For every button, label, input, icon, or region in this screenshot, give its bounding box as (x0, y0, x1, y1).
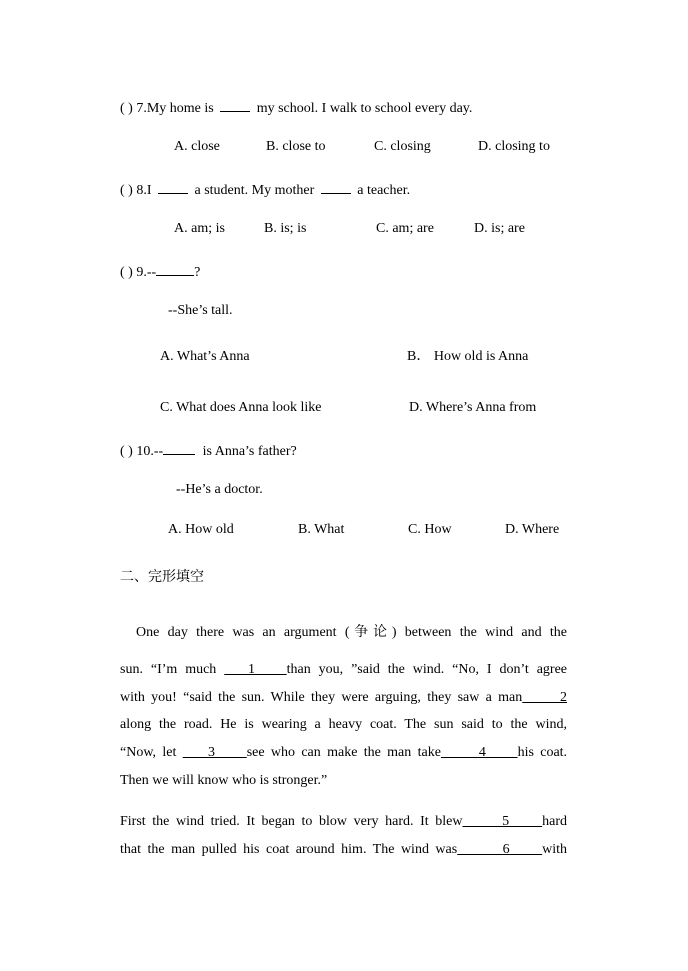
cloze-blank-2 (522, 690, 567, 705)
passage-text: with you! “said the sun. While they were arguing, they saw a man (120, 690, 523, 705)
cloze-blank-6 (457, 842, 542, 857)
q10-answer-line: --He’s a doctor. (176, 482, 263, 497)
passage-text: hard (542, 814, 568, 829)
question-10 (120, 440, 297, 461)
passage-text: First the wind tried. It began to blow very hard. It blew (120, 814, 463, 829)
passage-text: that the man pulled his coat around him. The wind was (120, 842, 458, 857)
passage-line (120, 813, 567, 831)
q9-option-a: A. What’s Anna (160, 349, 250, 364)
passage-line (120, 744, 567, 762)
fill-blank (158, 179, 188, 194)
fill-blank (163, 440, 195, 455)
question-stem: my school. I walk to school every day. (256, 101, 473, 116)
cloze-blank-1 (224, 662, 286, 677)
blank-number: 6 (502, 842, 510, 857)
q10-option-b: B. What (298, 522, 345, 537)
cloze-blank-3 (183, 745, 247, 760)
fill-blank (321, 179, 351, 194)
fill-blank (156, 261, 194, 276)
answer-paren: ( ) (120, 265, 133, 280)
blank-number: 4 (478, 745, 486, 760)
passage-line (120, 841, 567, 859)
blank-number: 1 (247, 662, 255, 677)
q7-option-c: C. closing (374, 139, 431, 154)
q9-answer-line: --She’s tall. (168, 303, 233, 318)
fill-blank (220, 97, 250, 112)
q9-option-c: C. What does Anna look like (160, 400, 322, 415)
question-stem: 10.-- (136, 444, 164, 459)
blank-number: 3 (208, 745, 216, 760)
question-stem: ? (194, 265, 201, 280)
blank-number: 5 (502, 814, 510, 829)
passage-line: One day there was an argument (争论) between the wind and the (136, 625, 567, 640)
q10-option-a: A. How old (168, 522, 234, 537)
q9-option-b: B． How old is Anna (407, 349, 529, 364)
q8-option-b: B. is; is (264, 221, 307, 236)
question-stem: 7.My home is (136, 101, 214, 116)
answer-paren: ( ) (120, 444, 133, 459)
q8-option-a: A. am; is (174, 221, 225, 236)
q8-option-c: C. am; are (376, 221, 434, 236)
passage-text: than you, ”said the wind. “No, I don’t agree (286, 662, 568, 677)
passage-text: sun. “I’m much (120, 662, 217, 677)
q8-option-d: D. is; are (474, 221, 525, 236)
passage-line (120, 689, 567, 707)
cloze-blank-4 (441, 745, 518, 760)
passage-text: “Now, let (120, 745, 177, 760)
passage-text: see who can make the man take (246, 745, 441, 760)
section-heading: 二、完形填空 (120, 569, 204, 585)
passage-line: along the road. He is wearing a heavy coat. The sun said to the wind, (120, 717, 567, 732)
passage-text: with (542, 842, 568, 857)
question-stem: 9.-- (136, 265, 157, 280)
answer-paren: ( ) (120, 101, 133, 116)
question-stem: 8.I (136, 183, 152, 198)
passage-text: his coat. (517, 745, 568, 760)
q7-option-a: A. close (174, 139, 220, 154)
question-stem: a teacher. (357, 183, 411, 198)
q10-option-d: D. Where (505, 522, 560, 537)
answer-paren: ( ) (120, 183, 133, 198)
question-7 (120, 97, 472, 118)
question-9 (120, 261, 200, 282)
q7-option-b: B. close to (266, 139, 326, 154)
passage-line: Then we will know who is stronger.” (120, 773, 328, 788)
cloze-blank-5 (462, 814, 542, 829)
passage-line (120, 661, 567, 679)
q9-option-d: D. Where’s Anna from (409, 400, 537, 415)
blank-number: 2 (560, 690, 568, 705)
question-8 (120, 179, 410, 200)
question-stem: is Anna’s father? (202, 444, 297, 459)
q7-option-d: D. closing to (478, 139, 550, 154)
q10-option-c: C. How (408, 522, 452, 537)
question-stem: a student. My mother (194, 183, 315, 198)
